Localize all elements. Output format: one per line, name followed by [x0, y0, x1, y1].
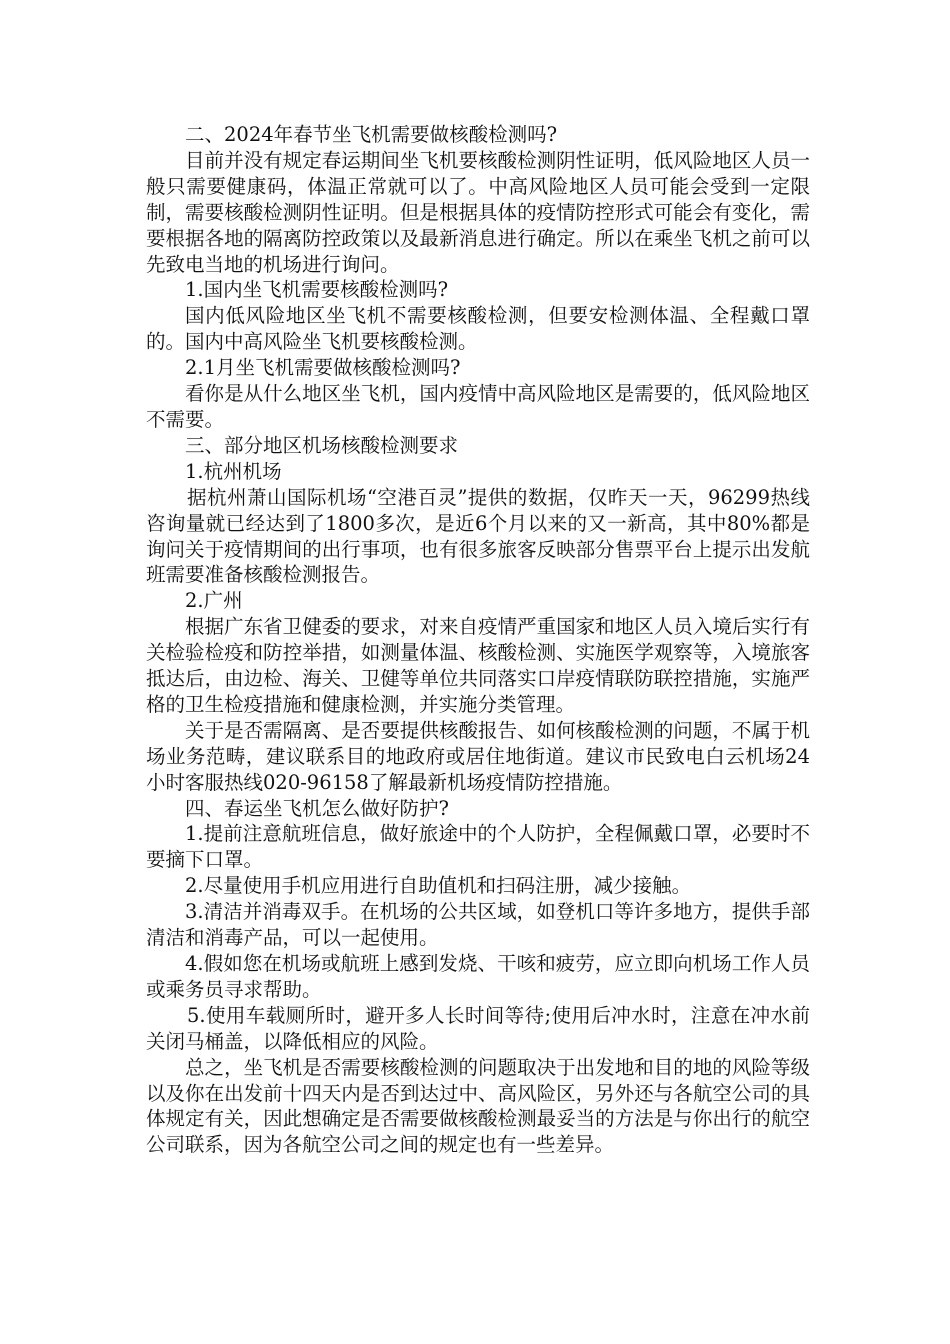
paragraph-january: 看你是从什么地区坐飞机，国内疫情中高风险地区是需要的，低风险地区不需要。: [146, 382, 810, 431]
paragraph-guangzhou-1: 根据广东省卫健委的要求，对来自疫情严重国家和地区人员入境后实行有关检验检疫和防控举措，如测量体温、核酸检测、实施医学观察等，入境旅客抵达后，由边检、海关、卫健等单位共同落实口岸疫情联防联控措施，实施严格的卫生检疫措施和健康检测，并实施分类管理。: [146, 615, 810, 716]
paragraph-domestic: 国内低风险地区坐飞机不需要核酸检测，但要安检测体温、全程戴口罩的。国内中高风险坐飞机要核酸检测。: [146, 304, 810, 354]
subheading-january: 2.1月坐飞机需要做核酸检测吗?: [185, 356, 461, 380]
section-heading-2: 二、2024年春节坐飞机需要做核酸检测吗?: [185, 123, 558, 146]
section-heading-3: 三、部分地区机场核酸检测要求: [185, 433, 459, 457]
subheading-domestic: 1.国内坐飞机需要核酸检测吗?: [185, 278, 449, 302]
document-page: [146, 122, 810, 1158]
list-item-4: 4.假如您在机场或航班上感到发烧、干咳和疲劳，应立即向机场工作人员或乘务员寻求帮助。: [146, 952, 810, 1001]
paragraph-hangzhou: 据杭州萧山国际机场“空港百灵”提供的数据，仅昨天一天，96299热线咨询量就已经达到了1800多次，是近6个月以来的又一新高，其中80%都是询问关于疫情期间的出行事项，也有很多旅客反映部分售票平台上提示出发航班需要准备核酸检测报告。: [146, 485, 810, 587]
paragraph-conclusion: 总之，坐飞机是否需要核酸检测的问题取决于出发地和目的地的风险等级以及你在出发前十四天内是否到达过中、高风险区，另外还与各航空公司的具体规定有关，因此想确定是否需要做核酸检测最妥当的方法是与你出行的航空公司联系，因为各航空公司之间的规定也有一些差异。: [146, 1055, 810, 1157]
subheading-guangzhou: 2.广州: [185, 589, 243, 613]
paragraph-intro: 目前并没有规定春运期间坐飞机要核酸检测阴性证明，低风险地区人员一般只需要健康码，体温正常就可以了。中高风险地区人员可能会受到一定限制，需要核酸检测阴性证明。但是根据具体的疫情防控形式可能会有变化，需要根据各地的隔离防控政策以及最新消息进行确定。所以在乘坐飞机之前可以先致电当地的机场进行询问。: [146, 148, 810, 276]
list-item-1: 1.提前注意航班信息，做好旅途中的个人防护，全程佩戴口罩，必要时不要摘下口罩。: [146, 822, 810, 872]
list-item-3: 3.清洁并消毒双手。在机场的公共区域，如登机口等许多地方，提供手部清洁和消毒产品，可以一起使用。: [146, 900, 810, 950]
list-item-2: 2.尽量使用手机应用进行自助值机和扫码注册，减少接触。: [185, 874, 692, 898]
subheading-hangzhou: 1.杭州机场: [185, 459, 282, 483]
section-heading-4: 四、春运坐飞机怎么做好防护?: [185, 796, 449, 820]
paragraph-guangzhou-2: 关于是否需隔离、是否要提供核酸报告、如何核酸检测的问题，不属于机场业务范畴，建议联系目的地政府或居住地街道。建议市民致电白云机场24小时客服热线020-96158了解最新机场疫情防控措施。: [146, 718, 810, 794]
list-item-5: 5.使用车载厕所时，避开多人长时间等待;使用后冲水时，注意在冲水前关闭马桶盖，以降低相应的风险。: [146, 1003, 810, 1053]
